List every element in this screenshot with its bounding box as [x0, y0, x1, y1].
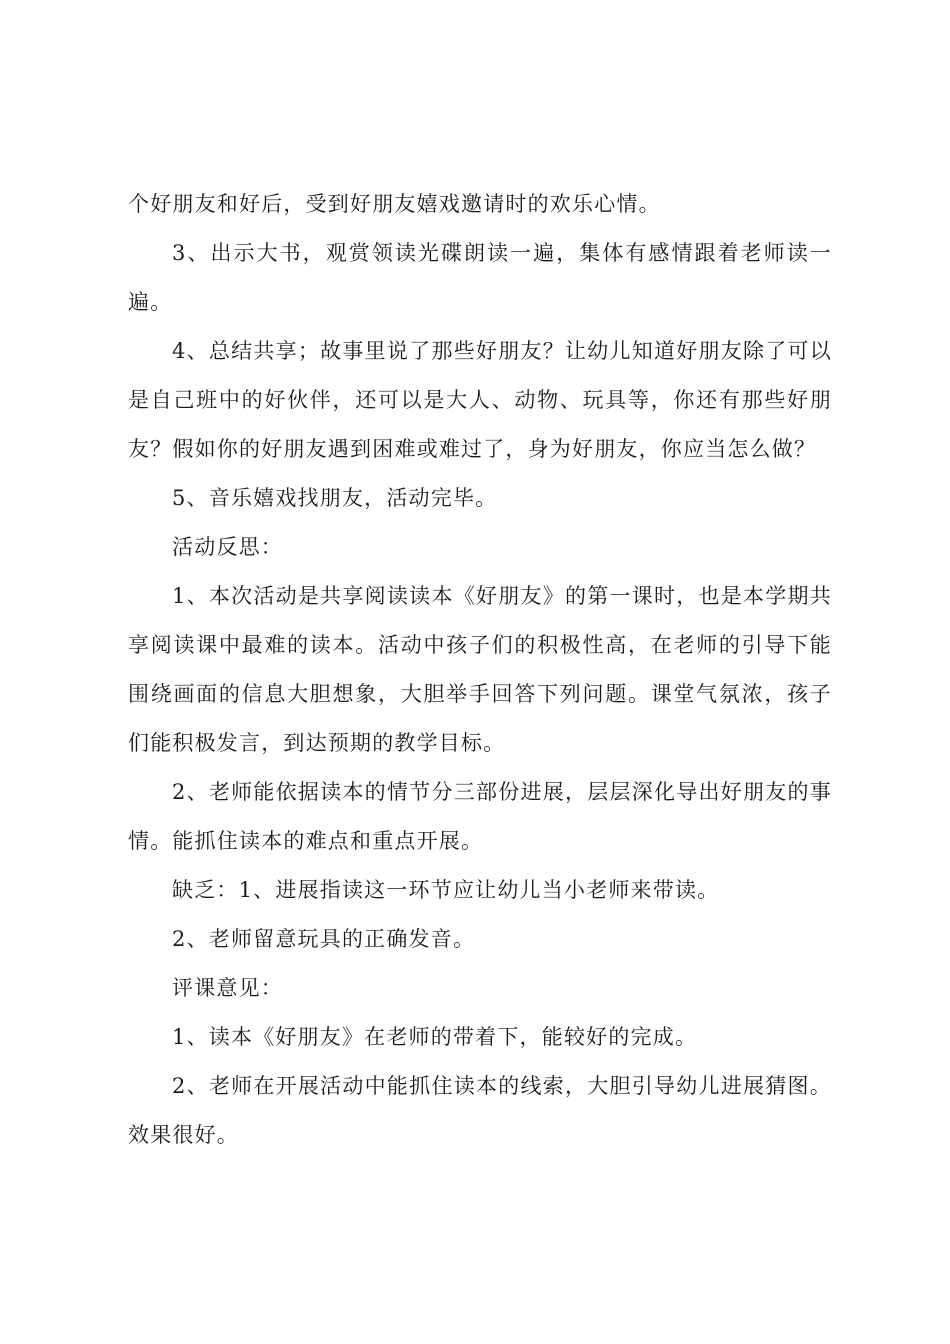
paragraph-review-2: 2、老师在开展活动中能抓住读本的线索，大胆引导幼儿进展猜图。效果很好。 — [128, 1074, 832, 1147]
paragraph-step-5: 5、音乐嬉戏找朋友，活动完毕。 — [172, 486, 498, 510]
paragraph-step-3: 3、出示大书，观赏领读光碟朗读一遍，集体有感情跟着老师读一遍。 — [128, 241, 832, 314]
paragraph-shortcoming-2: 2、老师留意玩具的正确发音。 — [172, 927, 476, 951]
paragraph-continuation: 个好朋友和好后，受到好朋友嬉戏邀请时的欢乐心情。 — [128, 192, 661, 216]
section-heading-review: 评课意见： — [172, 976, 283, 1000]
paragraph-review-1: 1、读本《好朋友》在老师的带着下，能较好的完成。 — [172, 1025, 698, 1049]
paragraph-step-4: 4、总结共享；故事里说了那些好朋友？让幼儿知道好朋友除了可以是自己班中的好伙伴，还可以是大人、动物、玩具等，你还有那些好朋友？假如你的好朋友遇到困难或难过了，身为好朋友，你应当怎么做？ — [128, 339, 832, 461]
section-heading-reflection: 活动反思： — [172, 535, 283, 559]
paragraph-reflection-1: 1、本次活动是共享阅读读本《好朋友》的第一课时，也是本学期共享阅读课中最难的读本。活动中孩子们的积极性高，在老师的引导下能围绕画面的信息大胆想象，大胆举手回答下列问题。课堂气氛浓，孩子们能积极发言，到达预期的教学目标。 — [128, 584, 832, 755]
document-body — [128, 180, 832, 1160]
paragraph-shortcoming-1: 缺乏：1、进展指读这一环节应让幼儿当小老师来带读。 — [172, 878, 720, 902]
paragraph-reflection-2: 2、老师能依据读本的情节分三部份进展，层层深化导出好朋友的事情。能抓住读本的难点和重点开展。 — [128, 780, 832, 853]
